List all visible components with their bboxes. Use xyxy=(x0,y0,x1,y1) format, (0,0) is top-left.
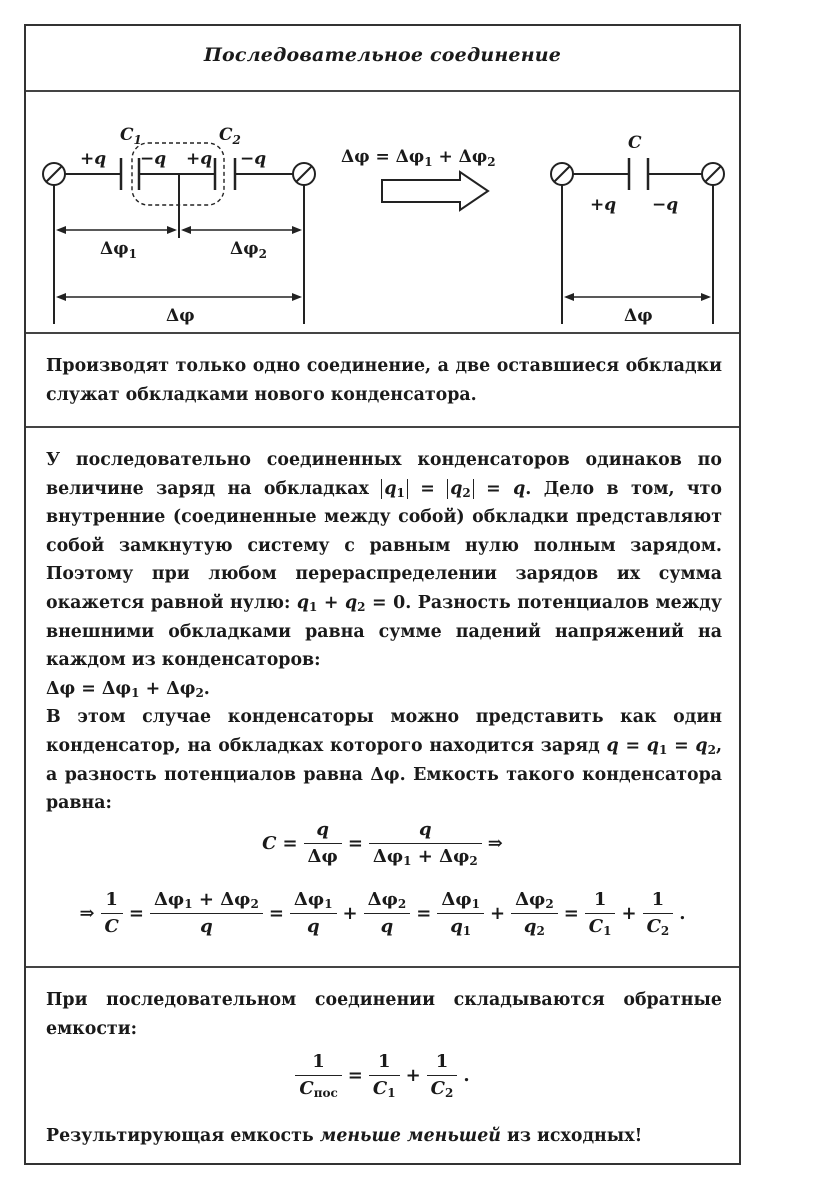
divider xyxy=(26,426,739,428)
svg-text:C1: $C_1$ xyxy=(120,125,142,147)
divider xyxy=(26,966,739,968)
result-conclusion: Результирующая емкость меньше меньшей из исходных! xyxy=(46,1126,643,1146)
svg-text:Δφ: Δφ xyxy=(166,306,195,326)
section-title: Последовательное соединение xyxy=(203,44,562,66)
divider xyxy=(26,332,739,334)
connection-description: Производят только одно соединение, а две оставшиеся обкладки служат обкладками нового конденсатора. xyxy=(46,356,722,405)
svg-text:C2: $C_2$ xyxy=(219,125,241,147)
svg-text:−q: −q xyxy=(652,195,679,215)
content-frame xyxy=(24,24,741,1165)
reciprocal-rule-text: При последовательном соединении складываются обратные емкости: xyxy=(46,990,722,1039)
svg-text:Δφ: Δφ xyxy=(624,306,653,326)
svg-text:−q: −q xyxy=(140,149,167,169)
series-connection-diagram xyxy=(26,92,739,332)
svg-text:Δφ2: $\Delta\varphi_2$ xyxy=(230,239,267,261)
left-circuit xyxy=(43,143,315,324)
series-equation xyxy=(341,147,496,169)
arrow-right-icon xyxy=(382,172,488,210)
reciprocal-capacitance-derivation: ⇒ $\frac{1}{C}$ = $\frac{\Delta\varphi_1 + \Delta\varphi_2}{q}$ = $\frac{\Delta\varphi_1}{q}$ + $\frac{\Delta\varphi_2}{q}$ = $\frac{\Delta\varphi_1}{q_1}$ + $\frac{\Delta\varphi_2}{q_2}$ = $\frac{1}{C_1}$ + $\frac{1}{C_2}$ . xyxy=(79,889,686,938)
series-capacitance-formula: $\frac{1}{C_{пос}}$ = $\frac{1}{C_1}$ + $\frac{1}{C_2}$ . xyxy=(26,1052,739,1099)
svg-text:Δφ = Δφ1 + Δφ2: $\Delta\varphi = \Delta\varphi_1 + \Delta\varphi_2$ xyxy=(341,147,496,169)
svg-text:+q: +q xyxy=(590,195,617,215)
capacitance-formula: C = $\frac{q}{\Delta\varphi}$ = $\frac{q}{\Delta\varphi_1 + \Delta\varphi_2}$ ⇒ xyxy=(262,819,503,868)
svg-text:C: C xyxy=(628,133,642,153)
svg-text:−q: −q xyxy=(240,149,267,169)
right-circuit xyxy=(551,158,724,324)
svg-text:+q: +q xyxy=(186,149,213,169)
svg-text:+q: +q xyxy=(80,149,107,169)
series-explanation: У последовательно соединенных конденсаторов одинаков по величине заряд на обкладках $q_1 = q_2 = q$. Дело в том, что внутренние (соединенные между собой) обкладки представляют собой замкнутую систему с равным нулю полным зарядом. Поэтому при любом перераспределении зарядов их сумма окажется равной нулю: $q_1 + q_2 = 0$. Разность потенциалов между внешними обкладками равна сумме падений напряжений на каждом из конденсаторов: $\Delta\varphi = \Delta\varphi_1 + \Delta\varphi_2$. В этом случае конденсаторы можно представить как один конденсатор, на обкладках которого находится заряд $q = q_1 = q_2$, а разность потенциалов равна Δφ. Емкость такого конденсатора равна: xyxy=(46,450,723,814)
svg-text:Δφ1: $\Delta\varphi_1$ xyxy=(100,239,137,261)
